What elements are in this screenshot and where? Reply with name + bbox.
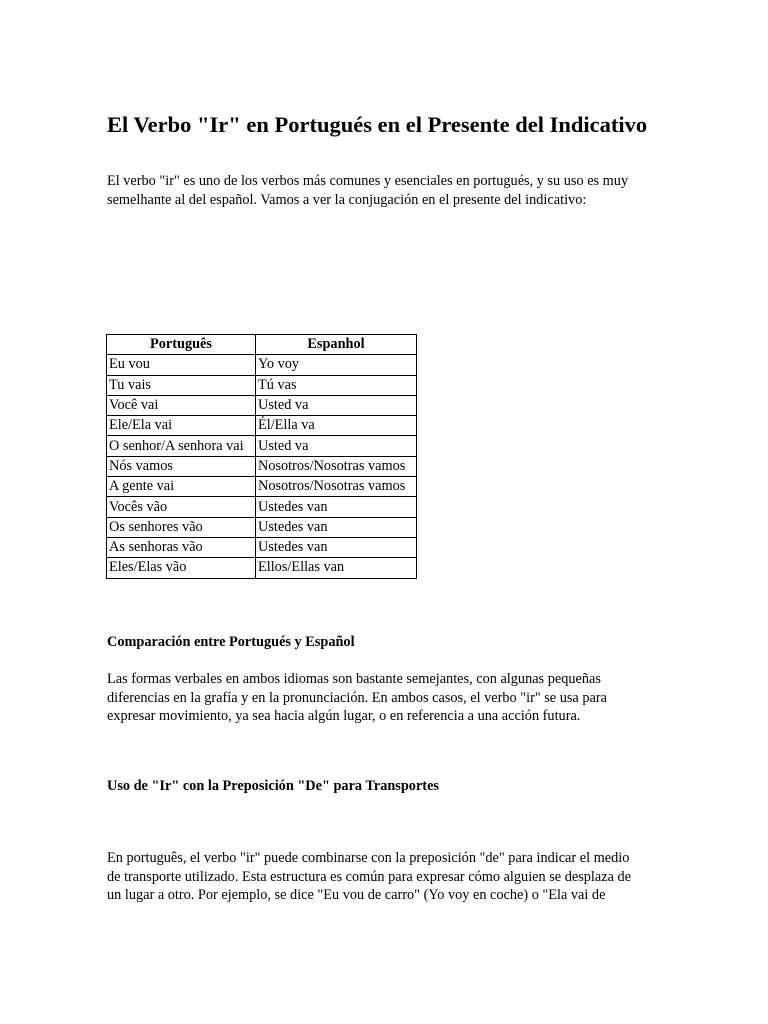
intro-paragraph <box>107 172 667 209</box>
table-row <box>107 497 417 517</box>
table-cell: Usted va <box>256 436 417 456</box>
table-cell: Os senhores vão <box>107 517 256 537</box>
table-cell: Tú vas <box>256 375 417 395</box>
table-cell: Ellos/Ellas van <box>256 558 417 578</box>
conjugation-table <box>106 334 417 579</box>
table-cell: Yo voy <box>256 355 417 375</box>
intro-line: El verbo "ir" es uno de los verbos más comunes y esenciales en portugués, y su uso es muy <box>107 173 629 189</box>
table-cell: Usted va <box>256 395 417 415</box>
table-cell: Você vai <box>107 395 256 415</box>
page-title: El Verbo "Ir" en Portugués en el Presente del Indicativo <box>107 112 648 137</box>
table-row <box>107 416 417 436</box>
section-heading-transportes: Uso de "Ir" con la Preposición "De" para Transportes <box>107 778 439 794</box>
table-row <box>107 558 417 578</box>
table-cell: Nós vamos <box>107 456 256 476</box>
table-row <box>107 517 417 537</box>
table-cell: O senhor/A senhora vai <box>107 436 256 456</box>
table-cell: Nosotros/Nosotras vamos <box>256 456 417 476</box>
paragraph-line: diferencias en la grafía y en la pronunciación. En ambos casos, el verbo "ir" se usa para <box>107 689 607 706</box>
section-heading-comparacion: Comparación entre Portugués y Español <box>107 634 355 650</box>
table-cell: Ele/Ela vai <box>107 416 256 436</box>
table-cell: Ustedes van <box>256 497 417 517</box>
column-header-portugues: Português <box>107 335 256 355</box>
table-cell: Eles/Elas vão <box>107 558 256 578</box>
paragraph-line: un lugar a otro. Por ejemplo, se dice "Eu vou de carro" (Yo voy en coche) o "Ela vai de <box>107 887 606 903</box>
paragraph-line: En português, el verbo "ir" puede combinarse con la preposición "de" para indicar el medio <box>107 850 630 866</box>
comparison-paragraph <box>107 670 667 726</box>
table-cell: As senhoras vão <box>107 537 256 557</box>
table-row <box>107 375 417 395</box>
table-cell: Vocês vão <box>107 497 256 517</box>
table-cell: Ustedes van <box>256 537 417 557</box>
table-cell: Él/Ella va <box>256 416 417 436</box>
table-row <box>107 395 417 415</box>
paragraph-line: Las formas verbales en ambos idiomas son bastante semejantes, con algunas pequeñas <box>107 671 601 687</box>
table-cell: A gente vai <box>107 477 256 497</box>
table-cell: Tu vais <box>107 375 256 395</box>
table-cell: Eu vou <box>107 355 256 375</box>
paragraph-line: expresar movimiento, ya sea hacia algún lugar, o en referencia a una acción futura. <box>107 708 581 724</box>
table-row <box>107 355 417 375</box>
table-cell: Nosotros/Nosotras vamos <box>256 477 417 497</box>
transport-paragraph <box>107 849 667 905</box>
paragraph-line: de transporte utilizado. Esta estructura es común para expresar cómo alguien se desplaza de <box>107 868 632 885</box>
table-row <box>107 436 417 456</box>
table-row <box>107 477 417 497</box>
table-cell: Ustedes van <box>256 517 417 537</box>
table-header-row <box>107 335 417 355</box>
table-row <box>107 456 417 476</box>
intro-line: semelhante al del español. Vamos a ver la conjugación en el presente del indicativo: <box>107 191 587 208</box>
column-header-espanhol: Espanhol <box>256 335 417 355</box>
table-row <box>107 537 417 557</box>
